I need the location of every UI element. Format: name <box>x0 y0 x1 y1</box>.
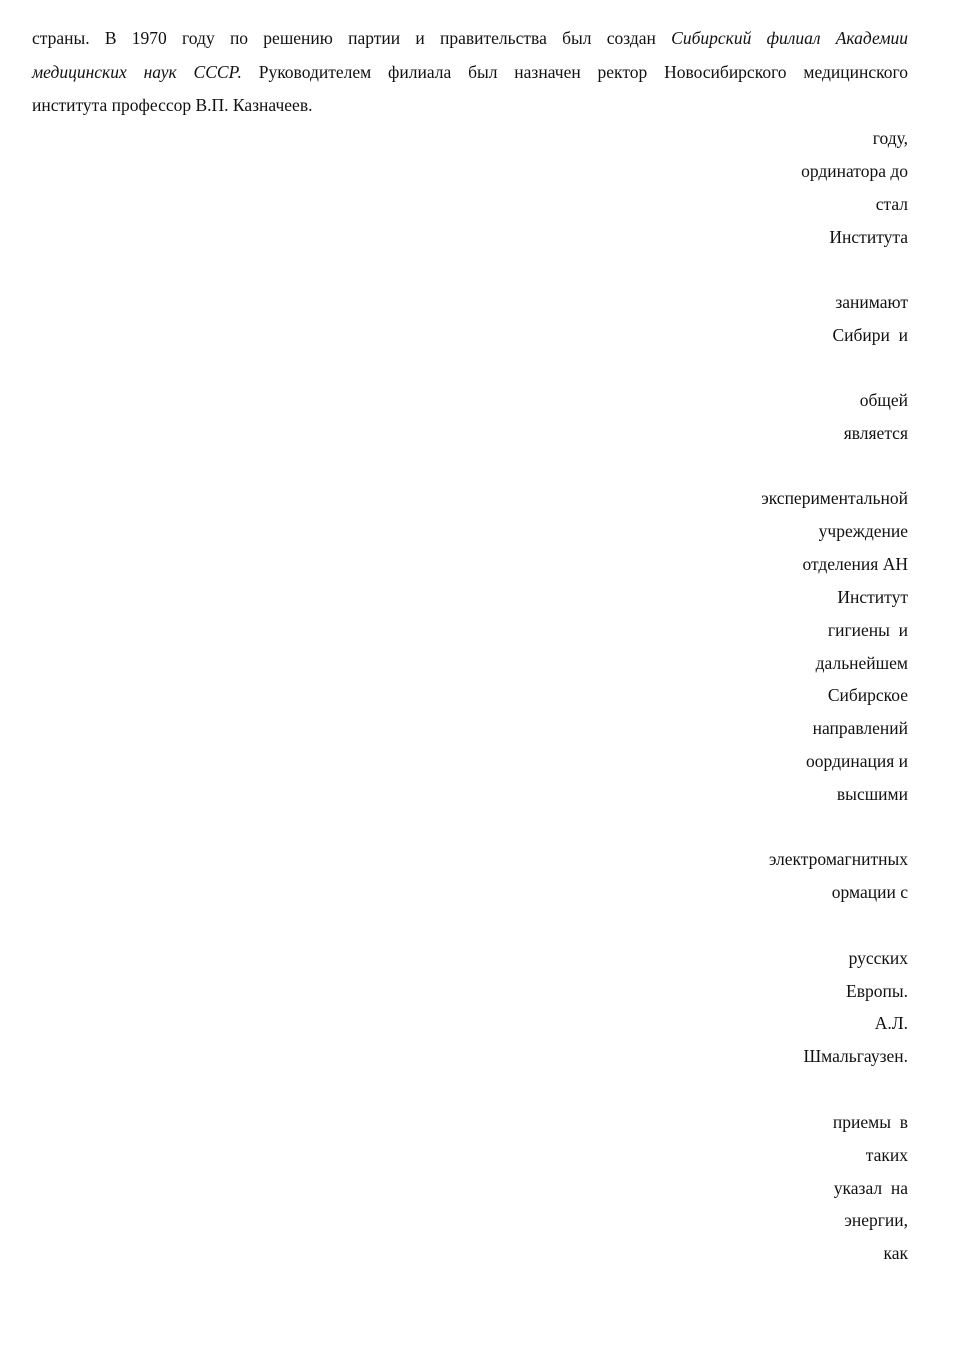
paragraph-italic-segment: Сибирский филиал Академии <box>671 28 908 48</box>
text-fragment: учреждение <box>818 521 908 541</box>
body-paragraph <box>32 22 908 123</box>
text-fragment: дальнейшем <box>815 653 908 673</box>
paragraph-italic-segment: медицинских наук СССР. <box>32 61 242 82</box>
text-fragment: Института <box>829 227 908 247</box>
paragraph-line-1 <box>32 22 908 56</box>
text-fragment: Шмальгаузен. <box>803 1046 908 1066</box>
paragraph-line-3 <box>32 89 908 123</box>
text-fragment: году, <box>872 128 908 148</box>
text-fragment: является <box>843 423 908 443</box>
text-fragment: Сибири и <box>832 325 908 345</box>
text-fragment: Европы. <box>846 981 908 1001</box>
text-fragment: экспериментальной <box>761 488 908 508</box>
text-fragment: электромагнитных <box>768 849 908 869</box>
text-fragment: приемы в <box>832 1112 908 1132</box>
paragraph-line-2 <box>32 56 908 90</box>
text-fragment: А.Л. <box>874 1013 908 1033</box>
text-fragment: энергии, <box>844 1210 908 1230</box>
text-fragment: высшими <box>836 784 908 804</box>
text-fragment: стал <box>875 194 908 214</box>
text-fragment: ординатора до <box>801 161 908 181</box>
text-fragment: отделения АН <box>802 554 908 574</box>
paragraph-text-segment: страны. В 1970 году по решению партии и правительства был создан <box>32 28 672 48</box>
text-fragment: Институт <box>837 587 908 607</box>
paragraph-text-segment: института профессор В.П. Казначеев. <box>32 95 313 115</box>
text-fragment: гигиены и <box>827 620 908 640</box>
text-fragment: Сибирское <box>827 685 908 705</box>
text-fragment: ормации с <box>831 882 908 902</box>
paragraph-text-segment: Руководителем филиала был назначен ректор Новосибирского медицинского <box>241 61 908 82</box>
text-fragment: таких <box>865 1145 908 1165</box>
text-fragment: оординация и <box>806 751 908 771</box>
text-fragment: русских <box>848 948 908 968</box>
text-fragment: указал на <box>833 1178 908 1198</box>
text-fragment: общей <box>859 390 908 410</box>
text-fragment: направлений <box>812 718 908 738</box>
text-fragment: занимают <box>835 292 908 312</box>
text-fragment: как <box>883 1243 908 1263</box>
